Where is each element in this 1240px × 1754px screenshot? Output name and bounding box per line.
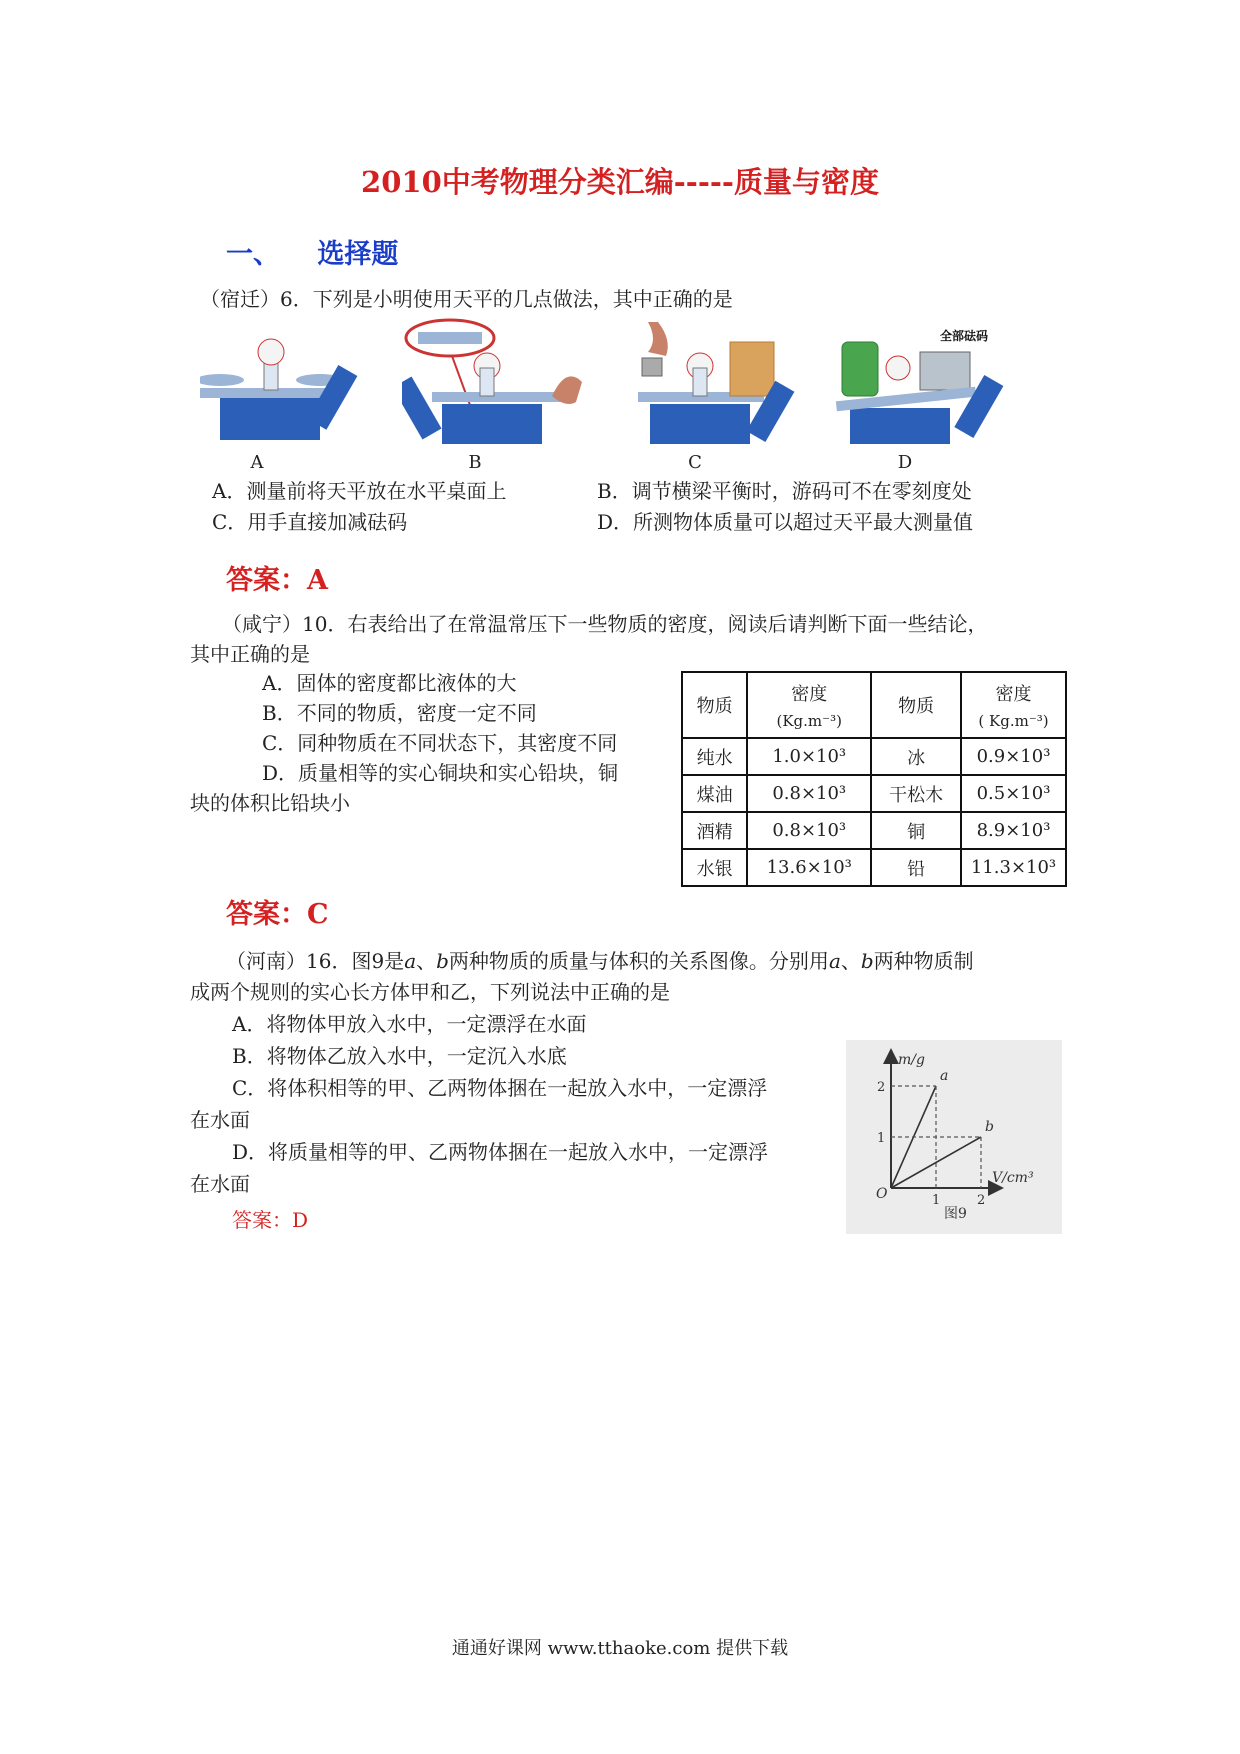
table-cell: 13.6×10³: [747, 849, 871, 886]
table-row: [682, 738, 1066, 775]
q3-var-b: b: [436, 949, 449, 973]
q1-option-b: B．调节横梁平衡时，游码可不在零刻度处: [597, 479, 972, 503]
q1-option-c: C．用手直接加减砝码: [212, 510, 408, 534]
q2-stem-line2: 其中正确的是: [190, 642, 310, 666]
series-label-b: b: [985, 1119, 994, 1135]
header-density: 密度: [995, 684, 1032, 705]
balance-figure-d: [828, 328, 1008, 446]
fig-label-c: C: [688, 452, 702, 473]
q2-option-d-cont: 块的体积比铅块小: [190, 791, 350, 815]
header-cell: [961, 672, 1066, 738]
q2-option-b: B．不同的物质，密度一定不同: [262, 701, 537, 725]
table-row: [682, 849, 1066, 886]
q3-option-b: B．将物体乙放入水中，一定沉入水底: [232, 1044, 567, 1068]
q3-answer: 答案：D: [232, 1208, 309, 1232]
table-cell: 0.8×10³: [747, 812, 871, 849]
table-cell: 酒精: [682, 812, 747, 849]
table-cell: 0.9×10³: [961, 738, 1066, 775]
q3-sep: 、: [840, 949, 861, 973]
section-label: 选择题: [317, 239, 399, 270]
q3-stem-part: 两种物质制: [873, 949, 974, 973]
table-cell: 冰: [871, 738, 961, 775]
q3-stem-line1: [226, 945, 974, 977]
q1-option-d: D．所测物体质量可以超过天平最大测量值: [597, 510, 974, 534]
table-header-row: [682, 672, 1066, 738]
y-tick-label: 2: [877, 1080, 886, 1095]
graph-svg: [846, 1040, 1062, 1234]
table-cell: 0.5×10³: [961, 775, 1066, 812]
q3-stem-line2: 成两个规则的实心长方体甲和乙，下列说法中正确的是: [190, 980, 670, 1004]
series-label-a: a: [940, 1068, 949, 1084]
header-cell: 物质: [682, 672, 747, 738]
graph-xlabel: V/cm³: [992, 1170, 1034, 1186]
table-cell: 1.0×10³: [747, 738, 871, 775]
table-cell: 0.8×10³: [747, 775, 871, 812]
header-cell: [747, 672, 871, 738]
fig-d-caption: 全部砝码: [940, 329, 989, 343]
q2-option-a: A．固体的密度都比液体的大: [262, 671, 517, 695]
header-unit: (Kg.m⁻³): [776, 712, 842, 730]
q3-var-a: a: [404, 949, 417, 973]
section-heading: [226, 232, 398, 271]
q3-var-a: a: [828, 949, 841, 973]
table-cell: 8.9×10³: [961, 812, 1066, 849]
q3-var-b: b: [860, 949, 874, 973]
table-cell: 铜: [871, 812, 961, 849]
table-row: [682, 812, 1066, 849]
table-cell: 纯水: [682, 738, 747, 775]
q3-sep: 、: [416, 949, 437, 973]
q1-answer: 答案：A: [226, 565, 328, 596]
fig-label-a: A: [250, 452, 264, 473]
section-number: 一、: [226, 239, 280, 270]
page-title: 2010中考物理分类汇编-----质量与密度: [361, 165, 879, 199]
graph-caption: 图9: [944, 1206, 967, 1222]
fig-label-b: B: [468, 452, 482, 473]
q1-option-a: A．测量前将天平放在水平桌面上: [212, 479, 507, 503]
graph-origin: O: [876, 1186, 888, 1202]
q2-option-c: C．同种物质在不同状态下，其密度不同: [262, 731, 618, 755]
q2-answer: 答案：C: [226, 899, 329, 930]
q3-option-c-cont: 在水面: [190, 1108, 250, 1132]
header-density: 密度: [791, 684, 828, 705]
q3-option-d-cont: 在水面: [190, 1172, 250, 1196]
q3-option-a: A．将物体甲放入水中，一定漂浮在水面: [232, 1012, 587, 1036]
x-tick-label: 2: [977, 1193, 986, 1208]
table-cell: 铅: [871, 849, 961, 886]
q3-option-c: C．将体积相等的甲、乙两物体捆在一起放入水中，一定漂浮: [232, 1076, 768, 1100]
balance-figure-c: [620, 322, 800, 446]
q1-stem: （宿迁）6．下列是小明使用天平的几点做法，其中正确的是: [200, 287, 733, 311]
balance-figure-b: [402, 318, 582, 446]
q2-option-d: D．质量相等的实心铜块和实心铅块，铜: [262, 761, 619, 785]
graph-ylabel: m/g: [898, 1052, 925, 1068]
header-cell: 物质: [871, 672, 961, 738]
table-row: [682, 775, 1066, 812]
footer: 通通好课网 www.tthaoke.com 提供下载: [451, 1638, 789, 1659]
mass-volume-graph: [846, 1040, 1062, 1234]
table-cell: 11.3×10³: [961, 849, 1066, 886]
q3-stem-part: 两种物质的质量与体积的关系图像。分别用: [448, 949, 829, 973]
y-tick-label: 1: [877, 1131, 886, 1146]
q2-stem-line1: （咸宁）10．右表给出了在常温常压下一些物质的密度，阅读后请判断下面一些结论，: [222, 612, 988, 636]
balance-figure-a: [200, 336, 370, 446]
q3-stem-part: （河南）16．图9是: [226, 949, 405, 973]
header-unit: ( Kg.m⁻³): [978, 712, 1049, 730]
density-table: [681, 671, 1067, 887]
x-tick-label: 1: [932, 1193, 941, 1208]
fig-label-d: D: [897, 452, 913, 473]
table-cell: 煤油: [682, 775, 747, 812]
table-cell: 水银: [682, 849, 747, 886]
table-cell: 干松木: [871, 775, 961, 812]
q3-option-d: D．将质量相等的甲、乙两物体捆在一起放入水中，一定漂浮: [232, 1140, 769, 1164]
